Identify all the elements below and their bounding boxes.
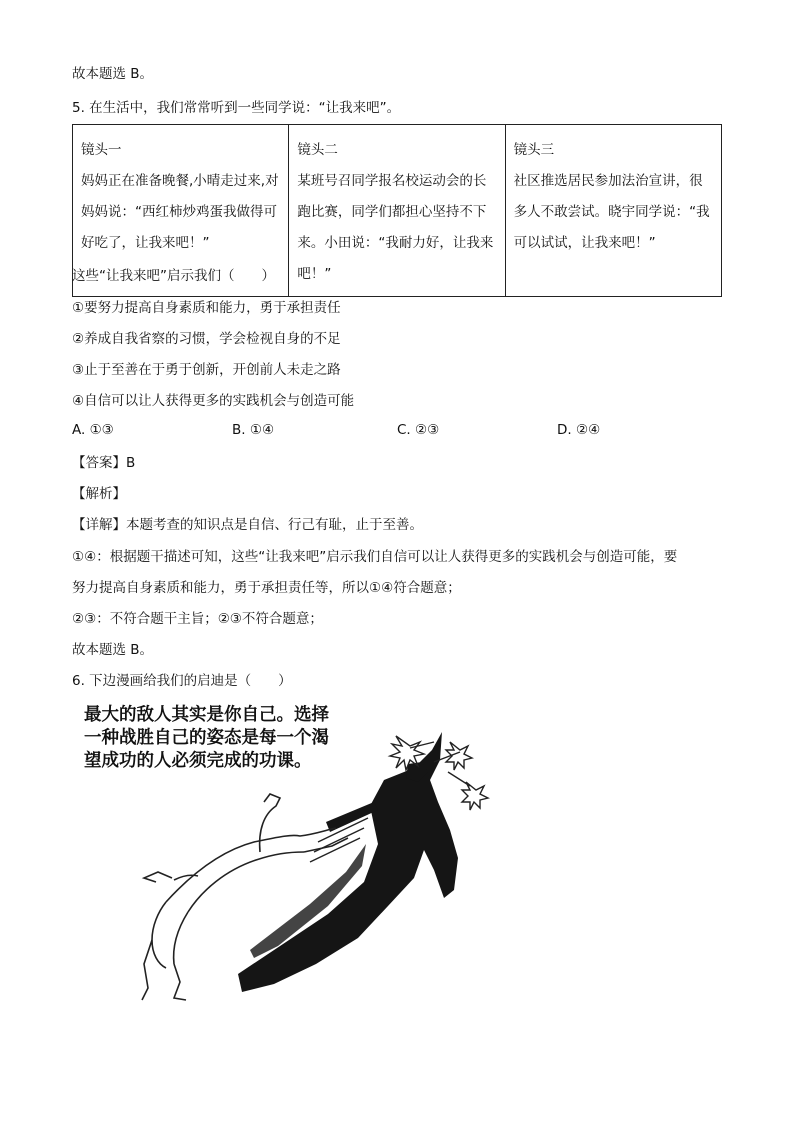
- previous-conclusion: 故本题选 B。: [72, 66, 154, 82]
- comic-illustration: [78, 702, 492, 1006]
- option-a: A. ①③: [72, 422, 114, 438]
- person-figure: [142, 794, 348, 1000]
- shot-text: 妈妈正在准备晚餐,小晴走过来,对妈妈说：“西红柿炒鸡蛋我做得可好吃了，让我来吧！”: [81, 173, 279, 251]
- conclusion-line: 故本题选 B。: [72, 642, 154, 658]
- option-d: D. ②④: [557, 422, 601, 438]
- comic-drawing: [78, 702, 492, 1006]
- comic-caption: 最大的敌人其实是你自己。选择一种战胜自己的姿态是每一个渴望成功的人必须完成的功课。: [84, 705, 329, 771]
- statement-1: ①要努力提高自身素质和能力，勇于承担责任: [72, 300, 341, 316]
- shot-title: 镜头三: [513, 142, 555, 158]
- option-b: B. ①④: [232, 422, 275, 438]
- statement-2: ②养成自我省察的习惯，学会检视自身的不足: [72, 331, 341, 347]
- statement-3: ③止于至善在于勇于创新，开创前人未走之路: [72, 362, 341, 378]
- explanation-line-3: ②③：不符合题干主旨；②③不符合题意；: [72, 611, 323, 627]
- answer-line: 【答案】B: [72, 455, 136, 471]
- detail-line: 【详解】本题考查的知识点是自信、行己有耻，止于至善。: [72, 517, 423, 533]
- shot-title: 镜头二: [297, 142, 338, 158]
- shot-text: 社区推选居民参加法治宣讲，很多人不敢尝试。晓宇同学说：“我可以试试，让我来吧！”: [513, 173, 710, 251]
- shot-cell-2: [289, 125, 505, 297]
- explanation-line-2: 努力提高自身素质和能力，勇于承担责任等，所以①④符合题意；: [72, 580, 461, 596]
- analysis-tag: 【解析】: [72, 486, 126, 502]
- shot-text: 某班号召同学报名校运动会的长跑比赛，同学们都担心坚持不下来。小田说：“我耐力好，让我来吧！”: [297, 173, 494, 282]
- explanation-line-1: ①④：根据题干描述可知，这些“让我来吧”启示我们自信可以让人获得更多的实践机会与创造可能，要: [72, 549, 678, 565]
- shadow-figure: [238, 732, 458, 992]
- question-5-stem: 5. 在生活中，我们常常听到一些同学说：“让我来吧”。: [72, 100, 401, 116]
- question-5-prompt: 这些“让我来吧”启示我们（ ）: [72, 268, 275, 284]
- shot-cell-3: [505, 125, 721, 297]
- option-c: C. ②③: [397, 422, 440, 438]
- shot-title: 镜头一: [81, 142, 122, 158]
- statement-4: ④自信可以让人获得更多的实践机会与创造可能: [72, 393, 355, 409]
- question-6-stem: 6. 下边漫画给我们的启迪是（ ）: [72, 673, 292, 689]
